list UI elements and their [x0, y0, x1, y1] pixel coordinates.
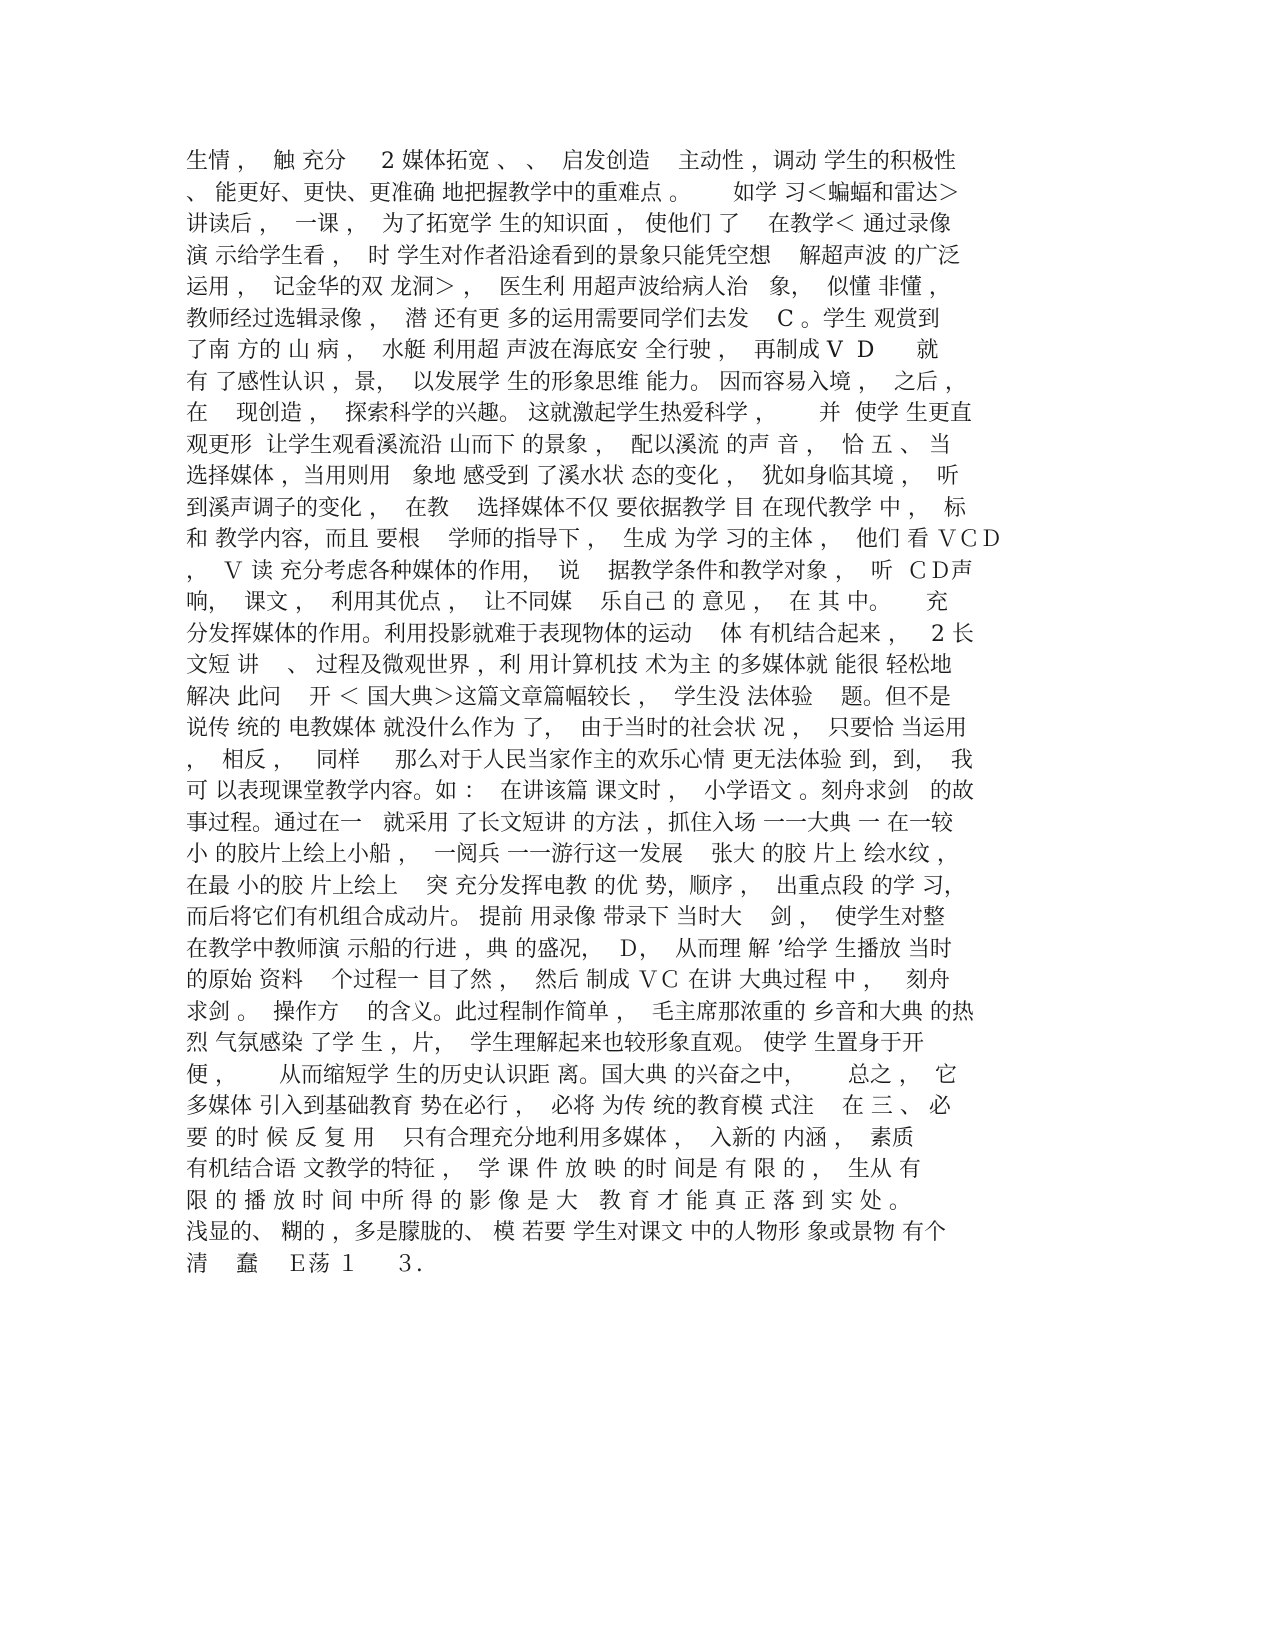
- text-line: 要 的时 候 反 复 用 只有合理充分地利用多媒体 ， 入新的 内涵 ， 素质: [186, 1125, 914, 1151]
- text-line: 小 的胶片上绘上小船 ， 一阅兵 一一游行这一发展 张大 的胶 片上 绘水纹 ，: [186, 842, 959, 867]
- text-line: 到溪声调子的变化 ， 在教 选择媒体不仅 要依据教学 目 在现代教学 中 ， 标: [186, 495, 966, 521]
- text-line: 解决 此问 开 ＜ 国大典＞这篇文章篇幅较长 ， 学生没 法体验 题。但不是: [186, 684, 951, 710]
- text-line: 响， 课文 ， 利用其优点 ， 让不同媒 乐自己 的 意见 ， 在 其 中。 充: [186, 590, 948, 615]
- text-line: 烈 气氛感染 了学 生 ，片， 学生理解起来也较形象直观。 使学 生置身于开: [186, 1031, 924, 1056]
- text-line: 求剑 。 操作方 的含义。此过程制作简单 ， 毛主席那浓重的 乡音和大典 的热: [186, 999, 974, 1025]
- text-line: 在最 小的胶 片上绘上 突 充分发挥电教 的优 势，顺序 ， 出重点段 的学 习，: [186, 873, 966, 899]
- text-line: 分发挥媒体的作用。利用投影就难于表现物体的运动 体 有机结合起来 ， 2 长: [186, 621, 974, 647]
- text-line: 清 蠢 Ｅ荡 １ ３.: [186, 1251, 423, 1277]
- text-line: 事过程。通过在一 就采用 了长文短讲 的方法 ，抓住入场 一一大典 一 在一较: [186, 810, 953, 836]
- text-line: 有 了感性认识 ，景， 以发展学 生的形象思维 能力。 因而容易入境 ， 之后 ，: [186, 369, 967, 395]
- text-line: 的原始 资料 个过程一 目了然 ， 然后 制成 ＶＣ 在讲 大典过程 中 ， 刻舟: [186, 968, 950, 993]
- text-line: 限 的 播 放 时 间 中所 得 的 影 像 是 大 教 育 才 能 真 正 落 到 实 处 。: [186, 1188, 911, 1214]
- text-line: 运用 ， 记金华的双 龙洞＞ ， 医生利 用超声波给病人治 象， 似懂 非懂 ，: [186, 275, 951, 300]
- text-line: 在 现创造 ， 探索科学的兴趣。 这就激起学生热爱科学 ， 并 使学 生更直: [186, 401, 972, 426]
- text-line: 、 能更好、更快、更准确 地把握教学中的重难点 。 如学 习＜蝙蝠和雷达＞: [186, 180, 960, 206]
- text-line: 浅显的、 糊的 ，多是朦胧的、 模 若要 学生对课文 中的人物形 象或景物 有个: [186, 1220, 946, 1245]
- text-line: 说传 统的 电教媒体 就没什么作为 了， 由于当时的社会状 况 ， 只要恰 当运用: [186, 716, 967, 741]
- text-line: 文短 讲 、 过程及微观世界 ，利 用计算机技 术为主 的多媒体就 能很 轻松地: [186, 653, 952, 678]
- text-line: 有机结合语 文教学的特征 ， 学 课 件 放 映 的时 间是 有 限 的 ， 生从 有: [186, 1157, 921, 1182]
- text-line: 而后将它们有机组合成动片。 提前 用录像 带录下 当时大 剑 ， 使学生对整: [186, 905, 945, 930]
- text-line: 选择媒体 ，当用则用 象地 感受到 了溪水状 态的变化 ， 犹如身临其境 ， 听: [186, 464, 959, 489]
- text-line: ， Ｖ 读 充分考虑各种媒体的作用， 说 据教学条件和教学对象 ， 听 ＣＤ声: [186, 558, 973, 584]
- text-line: 观更形 让学生观看溪流沿 山而下 的景象 ， 配以溪流 的声 音 ， 恰 五 、 当: [186, 432, 951, 458]
- text-line: 多媒体 引入到基础教育 势在必行 ， 必将 为传 统的教育模 式注 在 三 、 必: [186, 1094, 951, 1119]
- text-line: 便 ， 从而缩短学 生的历史认识距 离。国大典 的兴奋之中， 总之 ， 它: [186, 1062, 957, 1088]
- text-line: ， 相反 ， 同样 那么对于人民当家作主的欢乐心情 更无法体验 到，到， 我: [186, 747, 973, 773]
- text-line: 讲读后 ， 一课 ， 为了拓宽学 生的知识面 ， 使他们 了 在教学＜ 通过录像: [186, 212, 951, 237]
- text-line: 演 示给学生看 ， 时 学生对作者沿途看到的景象只能凭空想 解超声波 的广泛: [186, 243, 960, 269]
- text-line: 和 教学内容，而且 要根 学师的指导下 ， 生成 为学 习的主体 ， 他们 看 ＶＣＤ: [186, 527, 1002, 552]
- body-text: [186, 146, 1146, 1280]
- text-line: 教师经过选辑录像 ， 潜 还有更 多的运用需要同学们去发 C 。学生 观赏到: [186, 306, 940, 332]
- text-line: 了南 方的 山 病 ， 水艇 利用超 声波在海底安 全行驶 ， 再制成 V D 就: [186, 338, 939, 363]
- text-line: 在教学中教师演 示船的行进 ，典 的盛况， Ｄ， 从而理 解 ’给学 生播放 当时: [186, 936, 952, 962]
- text-line: 生情 ， 触 充分 2 媒体拓宽 、 、 启发创造 主动性 ，调动 学生的积极性: [186, 149, 956, 174]
- text-line: 可 以表现课堂教学内容。如 ： 在讲该篇 课文时 ， 小学语文 。刻舟求剑 的故: [186, 779, 974, 804]
